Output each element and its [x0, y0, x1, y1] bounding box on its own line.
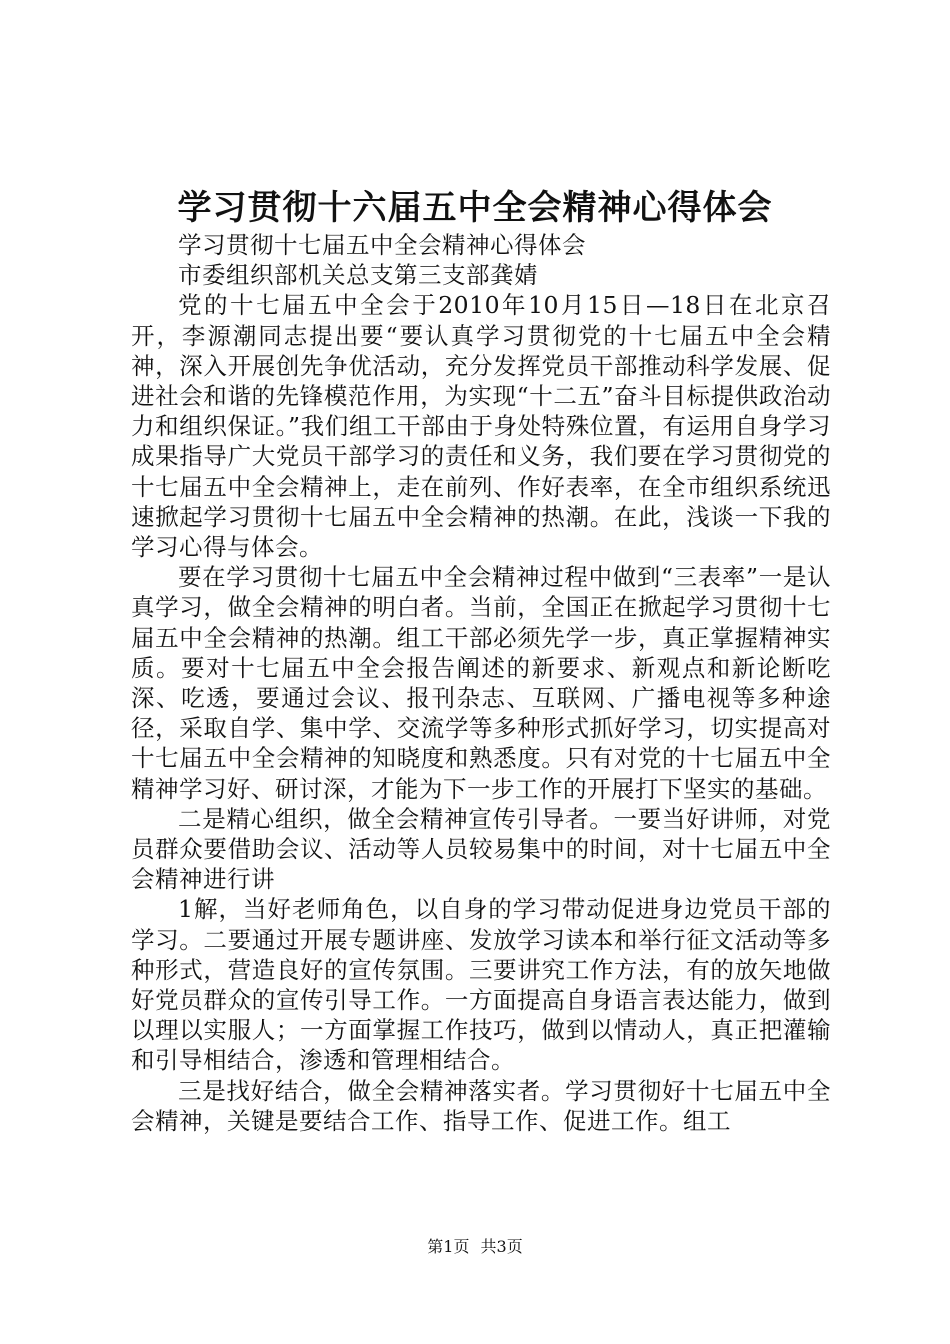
body-paragraph: 三是找好结合，做全会精神落实者。学习贯彻好十七届五中全会精神，关键是要结合工作、指导工作、促进工作。组工 [131, 1076, 831, 1135]
body-paragraph: 1解，当好老师角色，以自身的学习带动促进身边党员干部的学习。二要通过开展专题讲座、发放学习读本和举行征文活动等多种形式，营造良好的宣传氛围。三要讲究工作方法，有的放矢地做好党员群众的宣传引导工作。一方面提高自身语言表达能力，做到以理以实服人；一方面掌握工作技巧，做到以情动人，真正把灌输和引导相结合，渗透和管理相结合。 [131, 895, 831, 1075]
document-title: 学习贯彻十六届五中全会精神心得体会 [177, 188, 773, 228]
body-paragraph: 要在学习贯彻十七届五中全会精神过程中做到“三表率”一是认真学习，做全会精神的明白者。当前，全国正在掀起学习贯彻十七届五中全会精神的热潮。组工干部必须先学一步，真正掌握精神实质。要对十七届五中全会报告阐述的新要求、新观点和新论断吃深、吃透，要通过会议、报刊杂志、互联网、广播电视等多种途径，采取自学、集中学、交流学等多种形式抓好学习，切实提高对十七届五中全会精神的知晓度和熟悉度。只有对党的十七届五中全精神学习好、研讨深，才能为下一步工作的开展打下坚实的基础。 [131, 563, 831, 803]
author-line: 市委组织部机关总支第三支部龚婧 [178, 261, 538, 290]
body-paragraph: 二是精心组织，做全会精神宣传引导者。一要当好讲师，对党员群众要借助会议、活动等人员较易集中的时间，对十七届五中全会精神进行讲 [131, 804, 831, 894]
page-footer: 第1页 共3页 [427, 1237, 523, 1256]
body-paragraph: 党的十七届五中全会于2010年10月15日—18日在北京召开，李源潮同志提出要“要认真学习贯彻党的十七届五中全会精神，深入开展创先争优活动，充分发挥党员干部推动科学发展、促进社会和谐的先锋模范作用，为实现“十二五”奋斗目标提供政治动力和组织保证。”我们组工干部由于身处特殊位置，有运用自身学习成果指导广大党员干部学习的责任和义务，我们要在学习贯彻党的十七届五中全会精神上，走在前列、作好表率，在全市组织系统迅速掀起学习贯彻十七届五中全会精神的热潮。在此，浅谈一下我的学习心得与体会。 [131, 291, 831, 562]
document-body [131, 230, 831, 1136]
subtitle-line: 学习贯彻十七届五中全会精神心得体会 [178, 231, 586, 259]
